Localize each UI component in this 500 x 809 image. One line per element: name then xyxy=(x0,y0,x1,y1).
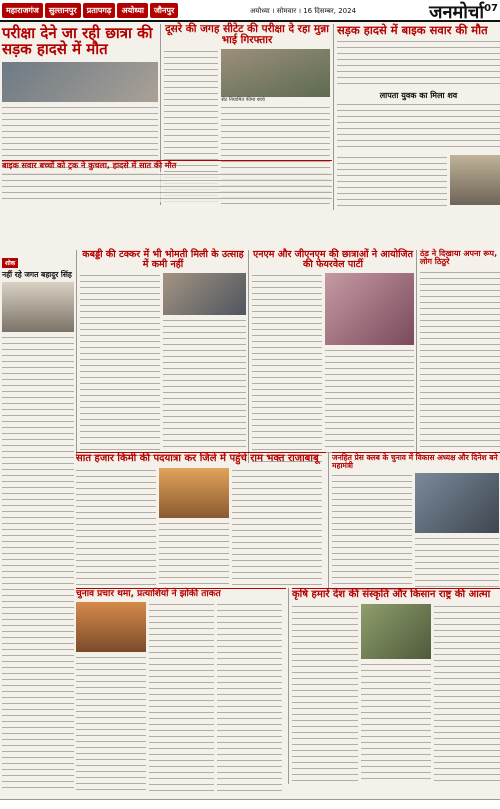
story-padyatra xyxy=(76,452,326,588)
tab-jaunpur[interactable]: जौनपुर xyxy=(150,3,178,18)
masthead xyxy=(0,0,500,22)
story-chunav xyxy=(76,588,286,795)
story-body xyxy=(76,655,146,795)
dateline: अयोध्या । सोमवार । 16 दिसम्बर, 2024 xyxy=(250,7,357,15)
story-body xyxy=(163,318,246,458)
story-body xyxy=(217,602,282,795)
story-body xyxy=(434,604,500,784)
story-body xyxy=(337,39,500,89)
story-body xyxy=(325,348,414,458)
headline-kabaddi: कबड्डी की टक्कर में भी भोमती मिली के उत्साह में कमी नहीं xyxy=(82,249,244,270)
story-lead-right xyxy=(333,24,500,210)
photo-accident xyxy=(2,62,158,102)
story-body xyxy=(337,102,500,152)
story-body xyxy=(332,473,412,593)
story-lead-left xyxy=(2,26,158,175)
obituary-column xyxy=(2,250,74,790)
headline-obituary: नहीं रहे जगत बहादुर सिंह xyxy=(2,270,72,279)
photo-farewell xyxy=(325,273,414,345)
photo-exam-center xyxy=(221,49,330,97)
tab-sultanpur[interactable]: सुल्तानपुर xyxy=(45,3,81,18)
headline-lead-right: सड़क हादसे में बाइक सवार की मौत xyxy=(337,23,488,37)
tab-ayodhya[interactable]: अयोध्या xyxy=(117,3,148,18)
story-kabaddi xyxy=(76,250,246,458)
headline-padyatra: सात हजार किमी की पदयात्रा कर जिले में पहुंचे राम भक्त राजाबाबू xyxy=(76,453,319,464)
photo-press-club xyxy=(415,473,499,533)
newspaper-logo: जनमोर्चा xyxy=(429,2,484,23)
story-body xyxy=(76,468,156,588)
story-cold xyxy=(416,250,500,455)
story-body xyxy=(420,270,500,455)
tab-maharajganj[interactable]: महाराजगंज xyxy=(2,3,43,18)
story-body xyxy=(232,468,322,588)
photo-obituary xyxy=(2,282,74,332)
section-tabs xyxy=(2,3,178,18)
story-body xyxy=(252,273,322,463)
headline-lead-left: परीक्षा देने जा रही छात्रा की सड़क हादसे में मौत xyxy=(2,24,153,58)
story-body xyxy=(2,172,332,202)
photo-rally xyxy=(76,602,146,652)
photo-krishi xyxy=(361,604,431,659)
headline-chunav: चुनाव प्रचार थमा, प्रत्याशियों ने झोंकी ताकत xyxy=(76,589,221,599)
headline-lead-mid: दूसरे की जगह सीटेट की परीक्षा दे रहा मुन्ना भाई गिरफ्तार xyxy=(165,23,329,47)
story-truck xyxy=(2,160,332,202)
headline-farewell: एनएम और जीएनएम की छात्राओं ने आयोजित की फेयरवेल पार्टी xyxy=(252,249,414,270)
tab-pratapgarh[interactable]: प्रतापगढ़ xyxy=(83,3,116,18)
photo-caption: सेंट नियामित फीमा बच्चे xyxy=(221,97,265,104)
column-kicker: शोक xyxy=(2,258,18,268)
page-number: 07 xyxy=(484,3,498,14)
story-body xyxy=(337,155,447,210)
story-krishi xyxy=(288,588,500,784)
headline-truck: बाइक सवार बच्चों को ट्रक ने कुचला, हादसे में सात की मौत xyxy=(2,161,177,170)
story-body xyxy=(415,536,499,591)
story-farewell xyxy=(248,250,414,463)
headline-cold: ठंड ने दिखाया अपना रूप, लोग ठिठुरे xyxy=(420,249,498,267)
story-body xyxy=(149,602,214,795)
photo-portrait xyxy=(450,155,500,205)
story-body xyxy=(361,662,431,782)
story-body xyxy=(292,604,358,784)
story-body xyxy=(80,273,160,458)
photo-kabaddi xyxy=(163,273,246,315)
page-footer xyxy=(0,799,500,809)
story-body xyxy=(2,335,74,790)
headline-missing: लापता युवक का मिला शव xyxy=(379,91,458,101)
headline-press-club: जनहित प्रेस क्लब के चुनाव में विकास अध्यक्ष और दिनेश बने महामंत्री xyxy=(332,453,498,470)
story-body xyxy=(159,521,229,586)
photo-padyatra xyxy=(159,468,229,518)
headline-krishi: कृषि हमारे देश की संस्कृति और किसान राष्ट्र की आत्मा xyxy=(292,589,491,600)
story-press-club xyxy=(328,452,500,593)
